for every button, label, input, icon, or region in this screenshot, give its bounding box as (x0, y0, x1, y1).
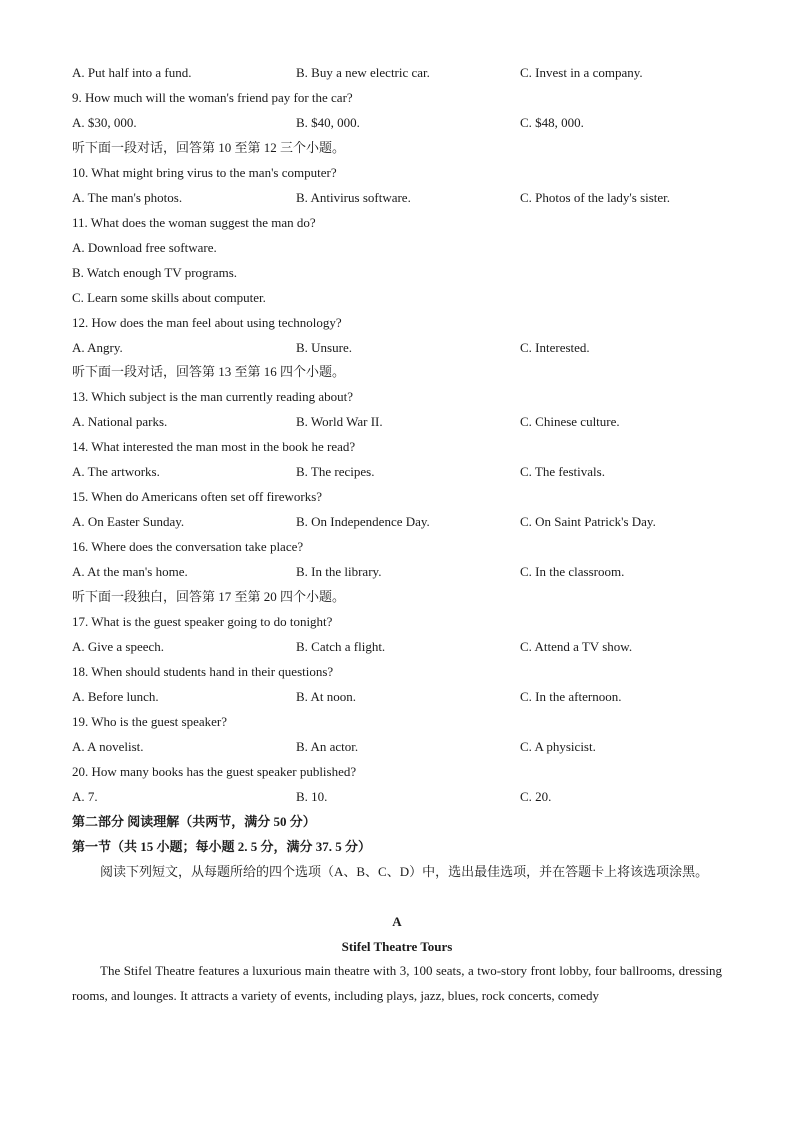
q14-question: 14. What interested the man most in the book he read? (72, 439, 356, 454)
q14-option-c: C. The festivals. (520, 464, 605, 479)
q18-option-b: B. At noon. (296, 689, 356, 704)
q14-option-b: B. The recipes. (296, 464, 375, 479)
q12-option-a: A. Angry. (72, 340, 123, 355)
q11-option-c: C. Learn some skills about computer. (72, 290, 266, 305)
q11-option-b: B. Watch enough TV programs. (72, 265, 238, 280)
q17-option-a: A. Give a speech. (72, 639, 165, 654)
q17-option-b: B. Catch a flight. (296, 639, 386, 654)
q13-question: 13. Which subject is the man currently reading about? (72, 389, 353, 404)
q9-question: 9. How much will the woman's friend pay for the car? (72, 90, 353, 105)
q16-option-c: C. In the classroom. (520, 564, 625, 579)
q10-option-b: B. Antivirus software. (296, 190, 411, 205)
q8-option-b: B. Buy a new electric car. (296, 65, 430, 80)
q18-option-c: C. In the afternoon. (520, 689, 622, 704)
q18-option-a: A. Before lunch. (72, 689, 159, 704)
part2-section1-heading: 第一节（共 15 小题；每小题 2. 5 分，满分 37. 5 分） (72, 839, 372, 854)
q13-option-a: A. National parks. (72, 414, 168, 429)
passage-body: The Stifel Theatre features a luxurious main theatre with 3, 100 seats, a two-story front lobby, four ballrooms, dressing rooms, and lounges. It attracts a variety of events, including plays, jazz, blues, rock concerts, comedy (72, 963, 722, 1003)
q13-option-c: C. Chinese culture. (520, 414, 620, 429)
q20-option-a: A. 7. (72, 789, 98, 804)
passage-title: Stifel Theatre Tours (341, 939, 453, 954)
q16-question: 16. Where does the conversation take place? (72, 539, 304, 554)
q19-option-c: C. A physicist. (520, 739, 596, 754)
q16-option-a: A. At the man's home. (72, 564, 188, 579)
q12-question: 12. How does the man feel about using technology? (72, 315, 342, 330)
section-instruction-13-16: 听下面一段对话，回答第 13 至第 16 四个小题。 (72, 364, 346, 379)
q10-option-c: C. Photos of the lady's sister. (520, 190, 671, 205)
q10-question: 10. What might bring virus to the man's computer? (72, 165, 337, 180)
q20-option-c: C. 20. (520, 789, 552, 804)
q10-option-a: A. The man's photos. (72, 190, 183, 205)
q18-question: 18. When should students hand in their questions? (72, 664, 334, 679)
reading-instructions: 阅读下列短文，从每题所给的四个选项（A、B、C、D）中，选出最佳选项，并在答题卡上将该选项涂黑。 (100, 864, 709, 879)
q12-option-c: C. Interested. (520, 340, 590, 355)
q15-option-c: C. On Saint Patrick's Day. (520, 514, 656, 529)
q13-option-b: B. World War II. (296, 414, 383, 429)
q17-option-c: C. Attend a TV show. (520, 639, 633, 654)
q19-option-a: A. A novelist. (72, 739, 144, 754)
q9-option-a: A. $30, 000. (72, 115, 137, 130)
q15-question: 15. When do Americans often set off fireworks? (72, 489, 323, 504)
q14-option-a: A. The artworks. (72, 464, 160, 479)
q17-question: 17. What is the guest speaker going to do tonight? (72, 614, 333, 629)
q20-option-b: B. 10. (296, 789, 328, 804)
q11-question: 11. What does the woman suggest the man do? (72, 215, 316, 230)
q15-option-b: B. On Independence Day. (296, 514, 430, 529)
section-instruction-17-20: 听下面一段独白，回答第 17 至第 20 四个小题。 (72, 589, 346, 604)
q16-option-b: B. In the library. (296, 564, 382, 579)
q15-option-a: A. On Easter Sunday. (72, 514, 185, 529)
q9-option-b: B. $40, 000. (296, 115, 360, 130)
q19-option-b: B. An actor. (296, 739, 359, 754)
part2-heading: 第二部分 阅读理解（共两节，满分 50 分） (72, 814, 316, 829)
q19-question: 19. Who is the guest speaker? (72, 714, 227, 729)
q8-option-a: A. Put half into a fund. (72, 65, 192, 80)
section-instruction-10-12: 听下面一段对话，回答第 10 至第 12 三个小题。 (72, 140, 346, 155)
passage-letter: A (392, 914, 402, 929)
q9-option-c: C. $48, 000. (520, 115, 584, 130)
q20-question: 20. How many books has the guest speaker published? (72, 764, 357, 779)
q11-option-a: A. Download free software. (72, 240, 217, 255)
q8-option-c: C. Invest in a company. (520, 65, 643, 80)
q12-option-b: B. Unsure. (296, 340, 352, 355)
